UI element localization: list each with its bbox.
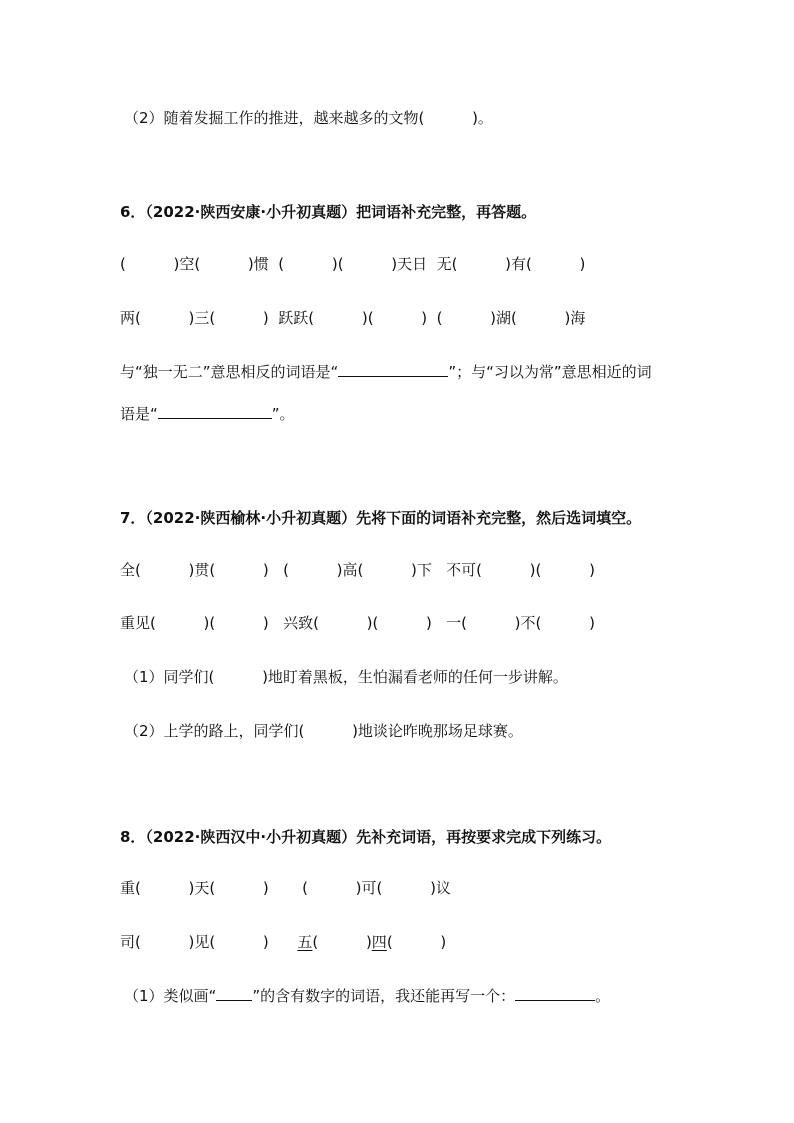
q8-underlined-four: 四 (371, 933, 387, 951)
q8-word-row-2 (120, 931, 446, 953)
q8-sub1-blank-1[interactable] (216, 986, 252, 1001)
q8-sub-question-1 (124, 985, 610, 1007)
q8-sub1-text-b: ”的含有数字的词语，我还能再写一个： (252, 987, 516, 1005)
q8-sub1-text-a: （1）类似画“ (124, 987, 217, 1005)
q7-sub-question-2: （2）上学的路上，同学们( )地谈论昨晚那场足球赛。 (124, 722, 523, 740)
q8-row2-blank-end: ( ) (386, 933, 447, 951)
q6-question-line-2 (120, 403, 295, 425)
q7-word-row-2: 重见( )( ) 兴致( )( ) 一( )不( ) (120, 614, 595, 632)
q6-question-text-c: 语是“ (120, 405, 158, 423)
q8-row2-blank-mid: ( ) (312, 933, 372, 951)
q7-title: 7．（2022·陕西榆林·小升初真题）先将下面的词语补充完整，然后选词填空。 (120, 509, 642, 527)
q7-word-row-1: 全( )贯( ) ( )高( )下 不可( )( ) (120, 561, 595, 579)
q8-word-row-1: 重( )天( ) ( )可( )议 (120, 879, 451, 897)
q6-answer-blank-1[interactable] (338, 362, 448, 377)
q8-title: 8．（2022·陕西汉中·小升初真题）先补充词语，再按要求完成下列练习。 (120, 828, 612, 846)
q8-row2-text-a: 司( )见( ) (120, 933, 298, 951)
q6-title: 6．（2022·陕西安康·小升初真题）把词语补充完整，再答题。 (120, 203, 537, 221)
q7-sub-question-1: （1）同学们( )地盯着黑板，生怕漏看老师的任何一步讲解。 (124, 668, 568, 686)
q6-question-text-d: ”。 (271, 405, 295, 423)
q6-word-row-2: 两( )三( ) 跃跃( )( ) ( )湖( )海 (120, 309, 586, 327)
q8-sub1-blank-2[interactable] (515, 986, 595, 1001)
q6-answer-blank-2[interactable] (158, 404, 272, 419)
q6-question-text-b: ”；与“习以为常”意思相近的词 (448, 363, 652, 381)
q5-sub-question-2: （2）随着发掘工作的推进，越来越多的文物( )。 (124, 109, 493, 127)
q6-question-text-a: 与“独一无二”意思相反的词语是“ (120, 363, 339, 381)
q8-sub1-text-c: 。 (595, 987, 611, 1005)
q6-word-row-1: ( )空( )惯 ( )( )天日 无( )有( ) (120, 255, 586, 273)
q6-question-line-1 (120, 361, 652, 383)
q8-underlined-five: 五 (297, 933, 313, 951)
